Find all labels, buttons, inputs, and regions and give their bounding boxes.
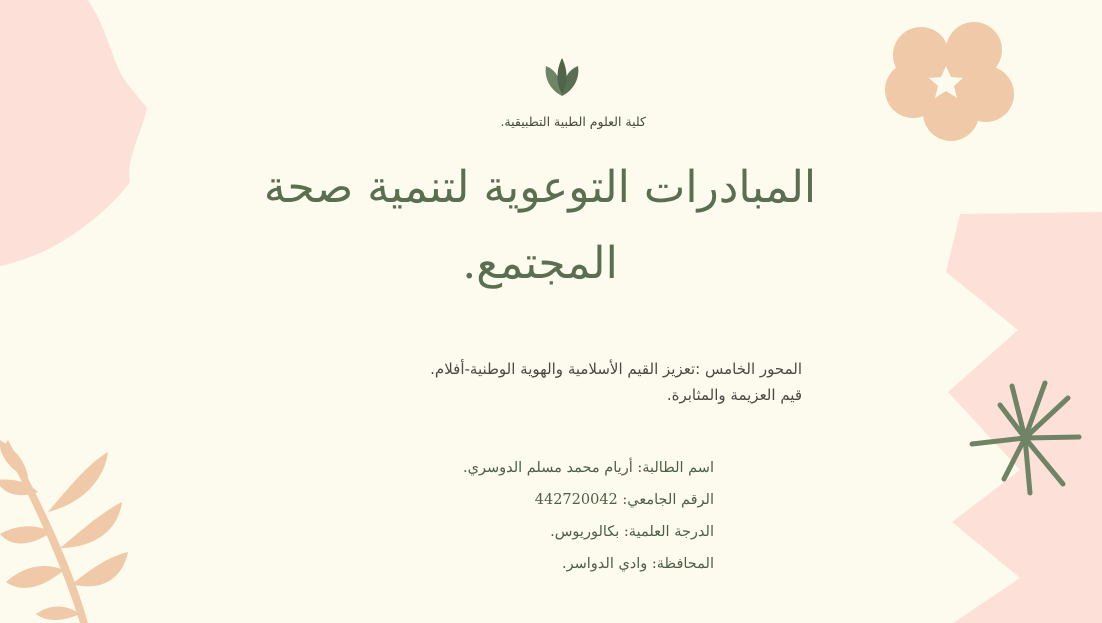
axis-line-1: المحور الخامس :تعزيز القيم الأسلامية والهوية الوطنية-أفلام. [430,360,802,378]
college-name: كلية العلوم الطبية التطبيقية. [500,114,646,129]
title-line-2: المجتمع. [462,238,618,289]
title-line-1: المبادرات التوعوية لتنمية صحة [263,162,817,213]
student-name: اسم الطالبة: أريام محمد مسلم الدوسري. [463,460,714,476]
blush-blob-top-left [0,0,147,266]
axis-line-2: قيم العزيمة والمثابرة. [666,386,802,404]
student-degree: الدرجة العلمية: بكالوريوس. [550,524,714,540]
fern-icon [0,440,128,623]
flower-icon [885,22,1014,141]
leaf-logo-icon [542,56,582,98]
student-governorate: المحافظة: وادي الدواسر. [562,556,714,572]
axis-description [290,356,802,408]
student-info [380,452,714,580]
page-title [240,150,840,302]
blush-shape-right [946,212,1102,623]
student-id: الرقم الجامعي: 442720042 [534,492,714,508]
